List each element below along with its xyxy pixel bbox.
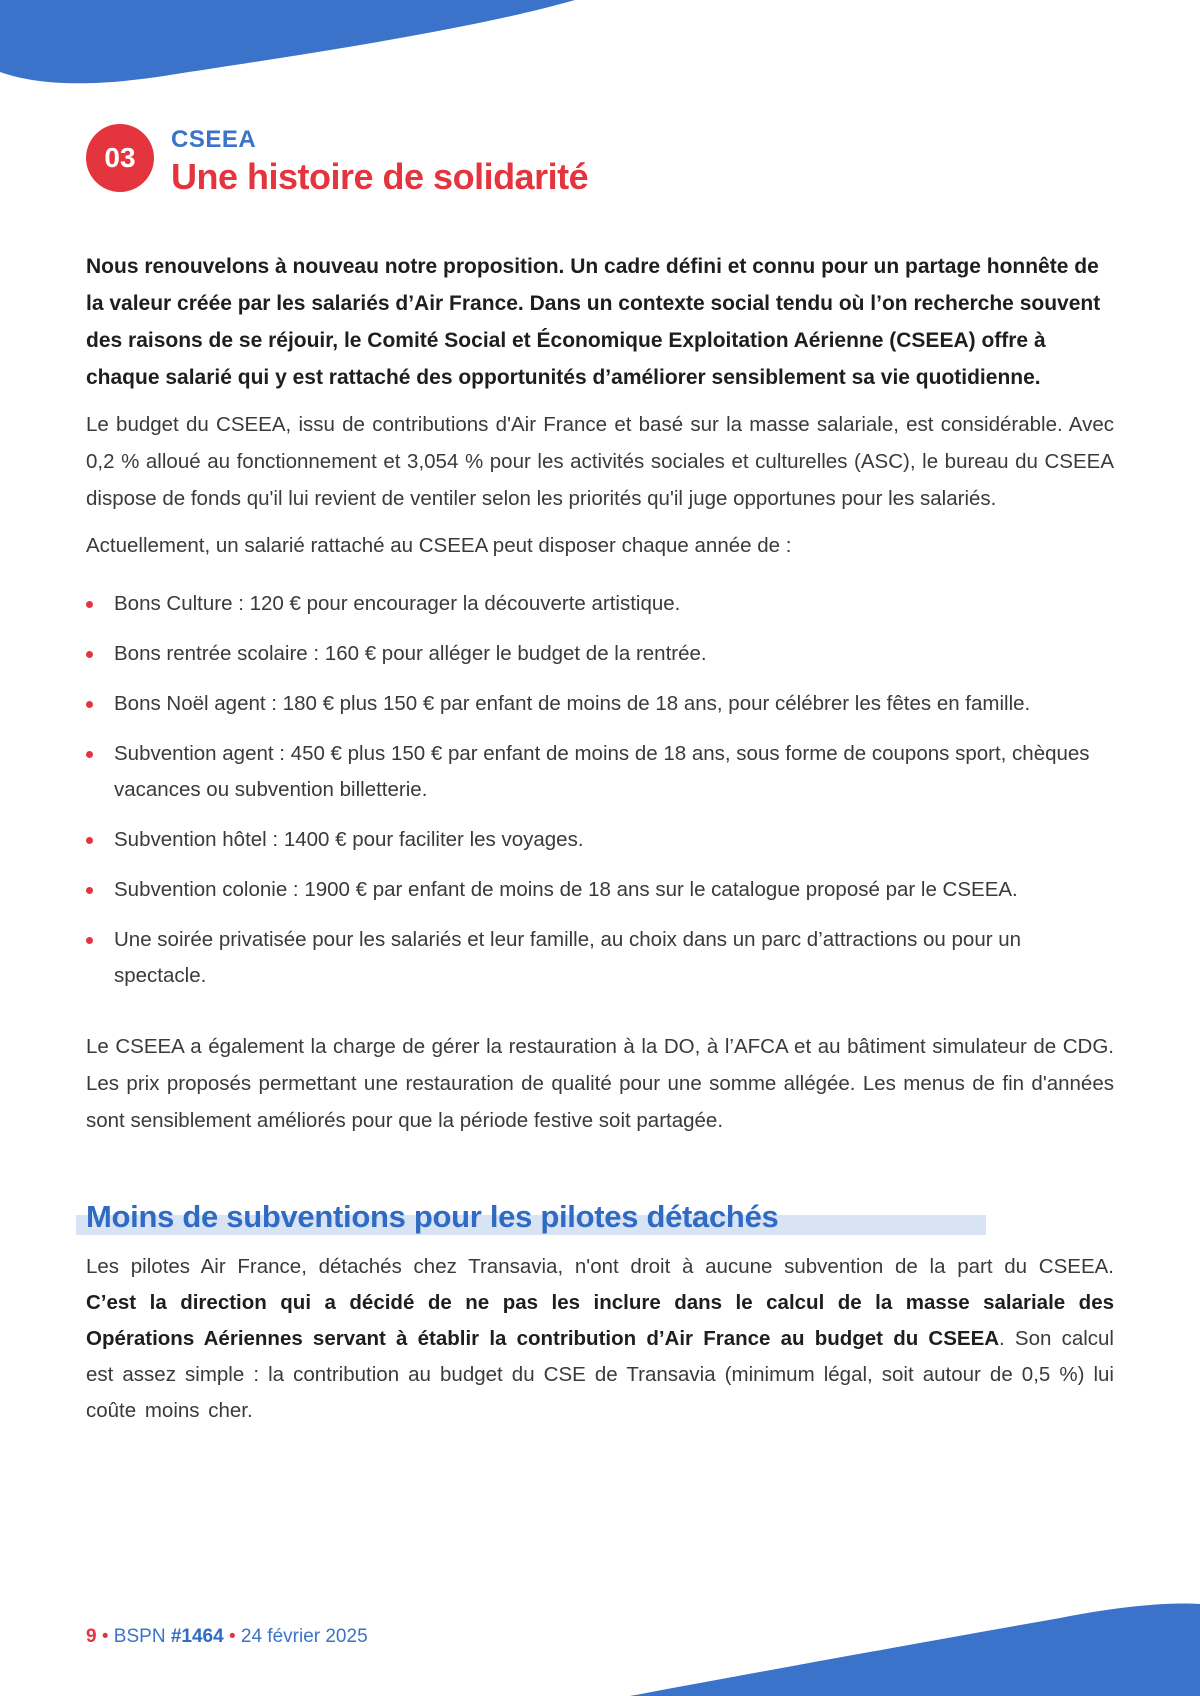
bullet-icon xyxy=(86,837,93,844)
intro-paragraph: Nous renouvelons à nouveau notre proposition. Un cadre défini et connu pour un partage honnête de la valeur créée par les salariés d’Air France. Dans un contexte social tendu où l’on recherche souvent des raisons de se réjouir, le Comité Social et Économique Exploitation Aérienne (CSEEA) offre à chaque salarié qui y est rattaché des opportunités d’améliorer sensiblement sa vie quotidienne. xyxy=(86,255,1101,389)
section-number-badge: 03 xyxy=(86,124,154,192)
article-body xyxy=(86,248,1114,1429)
bottom-wave-decoration xyxy=(600,1596,1200,1696)
publication-date: 24 février 2025 xyxy=(240,1626,368,1647)
footer-separator: • xyxy=(228,1626,236,1647)
list-item: Bons rentrée scolaire : 160 € pour alléger le budget de la rentrée. xyxy=(86,636,1114,672)
detached-pilots-paragraph: Les pilotes Air France, détachés chez Transavia, n'ont droit à aucune subvention de la part du CSEEA. C’est la direction qui a décidé de ne pas les inclure dans le calcul de la masse salariale des Opérations Aériennes servant à établir la contribution d’Air France au budget du CSEEA. Son calcul est assez simple : la contribution au budget du CSE de Transavia (minimum légal, soit autour de 0,5 %) lui coûte moins cher. xyxy=(86,1255,1114,1422)
issue-number: #1464 xyxy=(170,1626,224,1647)
subsection-heading xyxy=(86,1193,1114,1241)
bullet-icon xyxy=(86,937,93,944)
section-header xyxy=(86,122,1126,202)
page-footer xyxy=(86,1626,368,1648)
page-title: Une histoire de solidarité xyxy=(171,156,589,197)
list-item: Bons Culture : 120 € pour encourager la découverte artistique. xyxy=(86,586,1114,622)
emphasis-text: C’est la direction qui a décidé de ne pas les inclure dans le calcul de la masse salariale des Opérations Aériennes servant à établir la contribution d’Air France au budget du CSEEA xyxy=(86,1291,1114,1350)
bullet-icon xyxy=(86,651,93,658)
bullet-icon xyxy=(86,751,93,758)
bullet-icon xyxy=(86,601,93,608)
bullet-icon xyxy=(86,887,93,894)
section-kicker: CSEEA xyxy=(171,126,257,153)
lead-paragraph: Actuellement, un salarié rattaché au CSEEA peut disposer chaque année de : xyxy=(86,534,792,557)
list-item: Subvention colonie : 1900 € par enfant de moins de 18 ans sur le catalogue proposé par le CSEEA. xyxy=(86,872,1114,908)
list-item: Bons Noël agent : 180 € plus 150 € par enfant de moins de 18 ans, pour célébrer les fêtes en famille. xyxy=(86,686,1114,722)
list-item: Une soirée privatisée pour les salariés et leur famille, au choix dans un parc d’attractions ou pour un spectacle. xyxy=(86,922,1114,994)
list-item: Subvention hôtel : 1400 € pour faciliter les voyages. xyxy=(86,822,1114,858)
benefits-list xyxy=(86,586,1114,994)
page-number: 9 xyxy=(86,1626,97,1647)
subsection-title: Moins de subventions pour les pilotes détachés xyxy=(86,1199,779,1234)
restauration-paragraph: Le CSEEA a également la charge de gérer la restauration à la DO, à l’AFCA et au bâtiment simulateur de CDG. Les prix proposés permettant une restauration de qualité pour une somme allégée. Les menus de fin d'années sont sensiblement améliorés pour que la période festive soit partagée. xyxy=(86,1035,1114,1132)
budget-paragraph: Le budget du CSEEA, issu de contributions d'Air France et basé sur la masse salariale, est considérable. Avec 0,2 % alloué au fonctionnement et 3,054 % pour les activités sociales et culturelles (ASC), le bureau du CSEEA dispose de fonds qu'il lui revient de ventiler selon les priorités qu'il juge opportunes pour les salariés. xyxy=(86,413,1114,510)
top-wave-decoration xyxy=(0,0,600,90)
bullet-icon xyxy=(86,701,93,708)
publication-name: BSPN xyxy=(113,1626,166,1647)
footer-separator: • xyxy=(101,1626,109,1647)
list-item: Subvention agent : 450 € plus 150 € par enfant de moins de 18 ans, sous forme de coupons sport, chèques vacances ou subvention billetterie. xyxy=(86,736,1114,808)
